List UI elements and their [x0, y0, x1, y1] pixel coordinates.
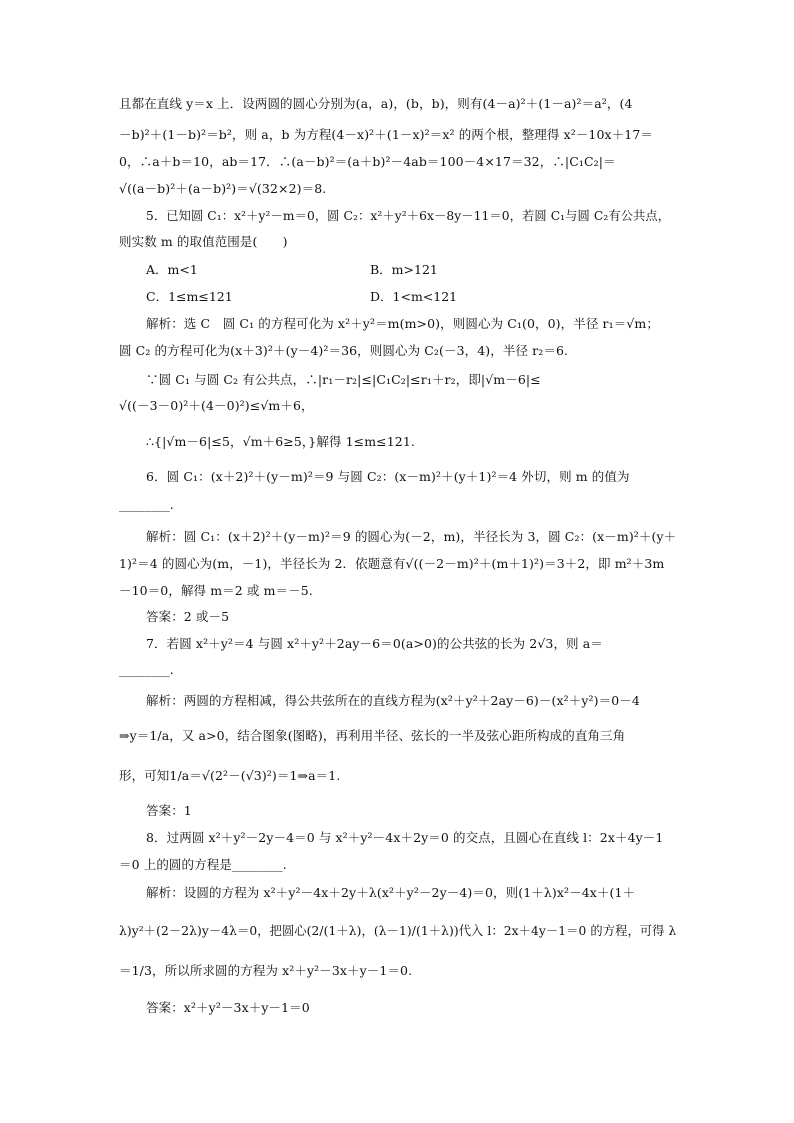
- answer-text: 答案：1: [146, 803, 192, 818]
- question-5-stem: 则实数 m 的取值范围是( ): [119, 234, 288, 249]
- solution-text: 解析：选 C 圆 C₁ 的方程可化为 x²＋y²＝m(m>0)，则圆心为 C₁(0，0)，半径 r₁＝√m；: [146, 316, 659, 331]
- question-8-stem: 8．过两圆 x²＋y²－2y－4＝0 与 x²＋y²－4x＋2y＝0 的交点，且圆心在直线 l：2x＋4y－1: [146, 830, 664, 845]
- text-line: －b)²＋(1－b)²＝b²，则 a，b 为方程(4－x)²＋(1－x)²＝x² 的两个根，整理得 x²－10x＋17＝: [119, 127, 653, 142]
- question-7-stem: 7．若圆 x²＋y²＝4 与圆 x²＋y²＋2ay－6＝0(a>0)的公共弦的长为 2√3，则 a＝: [146, 636, 603, 651]
- question-8-stem: ＝0 上的圆的方程是________.: [119, 857, 287, 872]
- question-6-stem: ________.: [119, 497, 174, 512]
- solution-text: ∵圆 C₁ 与圆 C₂ 有公共点，∴|r₁－r₂|≤|C₁C₂|≤r₁＋r₂，即|√m－6|≤: [146, 372, 541, 387]
- question-6-stem: 6．圆 C₁：(x＋2)²＋(y－m)²＝9 与圆 C₂：(x－m)²＋(y＋1)²＝4 外切，则 m 的值为: [146, 469, 630, 484]
- question-5-stem: 5．已知圆 C₁：x²＋y²－m＝0，圆 C₂：x²＋y²＋6x－8y－11＝0，若圆 C₁与圆 C₂有公共点，: [146, 209, 671, 223]
- solution-text: 圆 C₂ 的方程可化为(x＋3)²＋(y－4)²＝36，则圆心为 C₂(－3，4)，半径 r₂＝6.: [119, 343, 569, 358]
- text-line: 且都在直线 y＝x 上．设两圆的圆心分别为(a，a)，(b，b)，则有(4－a)²＋(1－a)²＝a²，(4: [119, 96, 633, 111]
- solution-text: 解析：圆 C₁：(x＋2)²＋(y－m)²＝9 的圆心为(－2，m)，半径长为 3，圆 C₂：(x－m)²＋(y＋: [146, 529, 677, 544]
- solution-text: －10＝0，解得 m＝2 或 m＝－5.: [119, 583, 313, 598]
- question-7-stem: ________.: [119, 662, 174, 677]
- text-line: √((a－b)²＋(a－b)²)＝√(32×2)＝8.: [119, 181, 327, 196]
- answer-text: 答案：2 或－5: [146, 609, 230, 624]
- answer-text: 答案：x²＋y²－3x＋y－1＝0: [146, 1000, 310, 1015]
- choice-c: C．1≤m≤121: [146, 289, 233, 304]
- solution-text: ∴{|√m－6|≤5，√m＋6≥5，}解得 1≤m≤121.: [146, 434, 415, 449]
- choice-a: A．m<1: [146, 262, 198, 277]
- solution-text: √((－3－0)²＋(4－0)²)≤√m＋6，: [119, 398, 314, 413]
- choice-d: D．1<m<121: [370, 289, 458, 304]
- solution-text: 形，可知1/a＝√(2²－(√3)²)＝1⇒a＝1.: [119, 768, 341, 783]
- solution-text: 解析：设圆的方程为 x²＋y²－4x＋2y＋λ(x²＋y²－2y－4)＝0，则(1＋λ)x²－4x＋(1＋: [146, 885, 636, 900]
- solution-text: 解析：两圆的方程相减，得公共弦所在的直线方程为(x²＋y²＋2ay－6)－(x²＋y²)＝0－4: [146, 693, 640, 708]
- solution-text: 1)²＝4 的圆心为(m，－1)，半径长为 2．依题意有√((－2－m)²＋(m＋1)²)＝3＋2，即 m²＋3m: [119, 556, 665, 571]
- choice-b: B．m>121: [370, 262, 438, 277]
- solution-text: ＝1/3，所以所求圆的方程为 x²＋y²－3x＋y－1＝0.: [119, 963, 413, 978]
- solution-text: λ)y²＋(2－2λ)y－4λ＝0，把圆心(2/(1＋λ)，(λ－1)/(1＋λ))代入 l：2x＋4y－1＝0 的方程，可得 λ: [119, 924, 677, 938]
- text-line: 0，∴a＋b＝10，ab＝17．∴(a－b)²＝(a＋b)²－4ab＝100－4×17＝32，∴|C₁C₂|＝: [119, 154, 616, 169]
- solution-text: ⇒y＝1/a，又 a>0，结合图象(图略)，再利用半径、弦长的一半及弦心距所构成的直角三角: [119, 728, 626, 743]
